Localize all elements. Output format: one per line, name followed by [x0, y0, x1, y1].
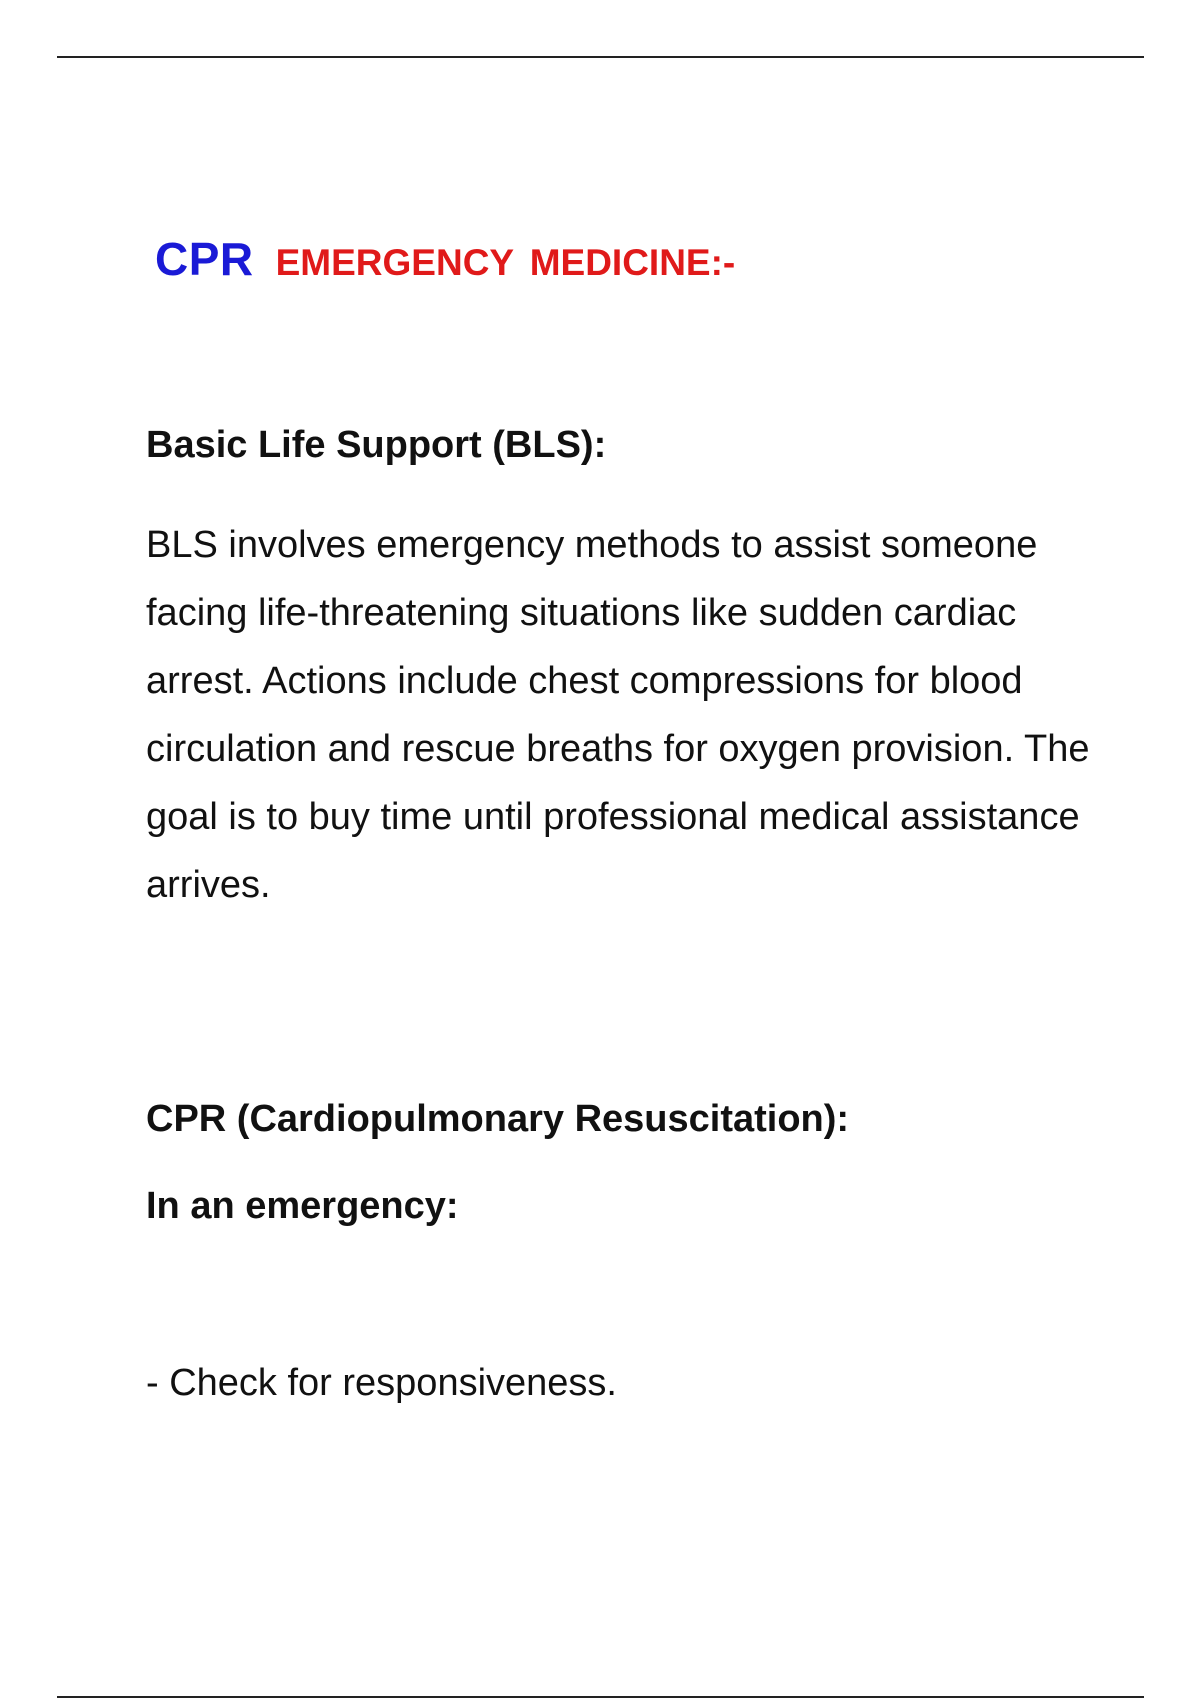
bls-paragraph: BLS involves emergency methods to assist someone facing life-threatening situations like sudden cardiac arrest. Actions include chest compressions for blood circulation and rescue breaths for oxygen provision. The goal is to buy time until professional medical assistance arrives.: [146, 524, 1090, 906]
document-title: [155, 233, 736, 285]
title-cpr: CPR: [155, 233, 254, 285]
bullet-item: - Check for responsiveness.: [146, 1362, 617, 1404]
cpr-heading: CPR (Cardiopulmonary Resuscitation):: [146, 1098, 850, 1140]
bottom-rule: [57, 1696, 1144, 1698]
emergency-heading: In an emergency:: [146, 1185, 459, 1227]
title-emergency-medicine: EMERGENCY MEDICINE:-: [275, 242, 736, 283]
top-rule: [57, 56, 1144, 58]
bls-heading: Basic Life Support (BLS):: [146, 424, 607, 466]
